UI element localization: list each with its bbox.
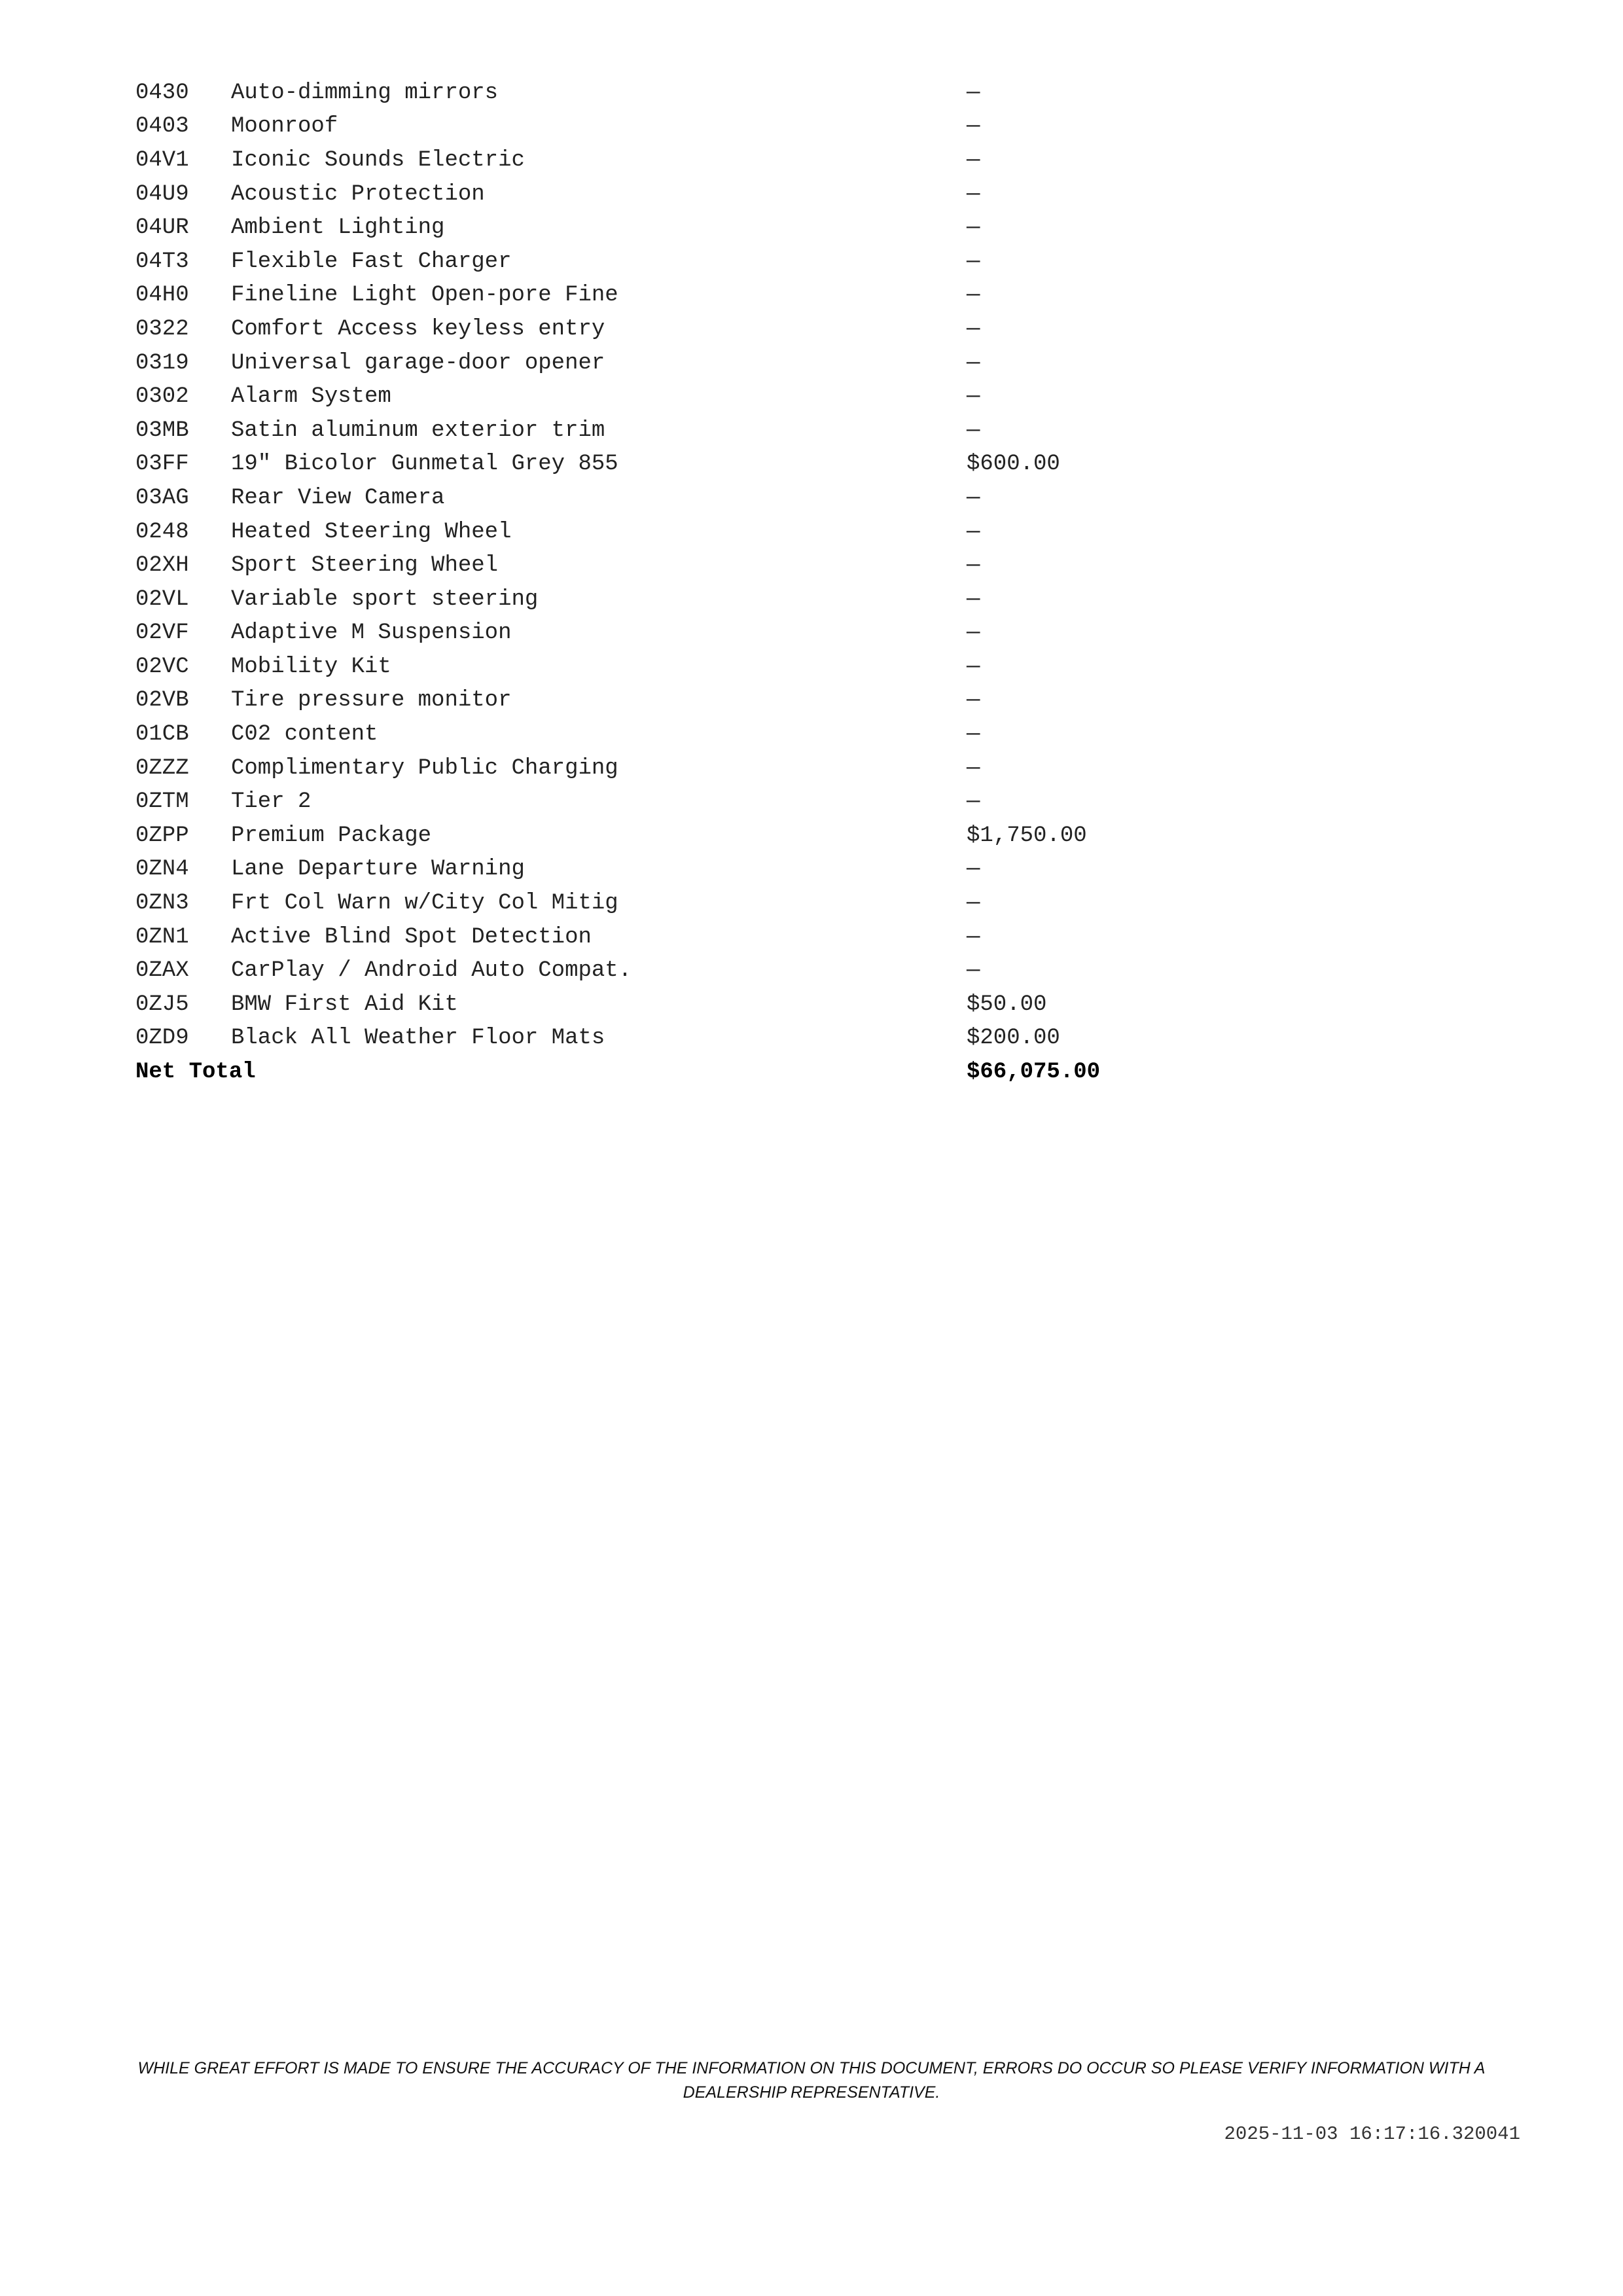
option-description: Mobility Kit <box>231 654 391 679</box>
option-code: 0322 <box>135 316 189 342</box>
option-price: — <box>967 283 980 308</box>
option-description: 19" Bicolor Gunmetal Grey 855 <box>231 452 618 477</box>
option-price: — <box>967 958 980 984</box>
option-row <box>135 448 1228 482</box>
option-code: 0ZD9 <box>135 1026 189 1051</box>
option-description: Frt Col Warn w/City Col Mitig <box>231 891 618 916</box>
option-description: Comfort Access keyless entry <box>231 316 605 342</box>
option-row <box>135 414 1228 448</box>
option-price: — <box>967 688 980 713</box>
net-total-value: $66,075.00 <box>967 1060 1101 1085</box>
option-row <box>135 920 1228 954</box>
option-row <box>135 143 1228 177</box>
option-price: $1,750.00 <box>967 823 1087 848</box>
option-description: Ambient Lighting <box>231 215 445 241</box>
option-description: C02 content <box>231 722 378 747</box>
option-row <box>135 684 1228 718</box>
option-row <box>135 954 1228 988</box>
option-description: Rear View Camera <box>231 485 445 511</box>
option-price: — <box>967 80 980 105</box>
option-code: 0302 <box>135 384 189 410</box>
option-code: 0ZZZ <box>135 755 189 781</box>
option-row <box>135 76 1228 110</box>
option-row <box>135 211 1228 245</box>
option-code: 0ZN1 <box>135 924 189 950</box>
option-price: — <box>967 586 980 612</box>
option-code: 02VL <box>135 586 189 612</box>
option-price: — <box>967 891 980 916</box>
option-price: — <box>967 384 980 410</box>
option-price: — <box>967 553 980 579</box>
option-description: Acoustic Protection <box>231 181 485 207</box>
option-code: 02XH <box>135 553 189 579</box>
option-description: Flexible Fast Charger <box>231 249 512 274</box>
option-row <box>135 481 1228 515</box>
option-description: Adaptive M Suspension <box>231 620 512 646</box>
option-code: 0248 <box>135 519 189 545</box>
option-code: 0403 <box>135 114 189 139</box>
option-row <box>135 617 1228 651</box>
option-row <box>135 819 1228 853</box>
option-row <box>135 853 1228 887</box>
disclaimer-text: WHILE GREAT EFFORT IS MADE TO ENSURE THE ACCURACY OF THE INFORMATION ON THIS DOCUMENT, ERRORS DO OCCUR SO PLEASE VERIFY INFORMATION WITH A DEALERSHIP REPRESENTATIVE. <box>137 2059 1486 2102</box>
option-code: 0319 <box>135 350 189 376</box>
option-code: 0ZTM <box>135 789 189 815</box>
option-code: 0ZPP <box>135 823 189 848</box>
option-price: — <box>967 249 980 274</box>
option-price: — <box>967 485 980 511</box>
option-price: — <box>967 316 980 342</box>
option-description: Satin aluminum exterior trim <box>231 418 605 443</box>
option-row <box>135 245 1228 279</box>
option-price: — <box>967 215 980 241</box>
option-price: — <box>967 350 980 376</box>
option-description: Complimentary Public Charging <box>231 755 618 781</box>
options-table <box>135 76 1228 1089</box>
option-description: Active Blind Spot Detection <box>231 924 592 950</box>
option-description: Lane Departure Warning <box>231 857 525 882</box>
option-code: 02VB <box>135 688 189 713</box>
option-description: Variable sport steering <box>231 586 539 612</box>
option-code: 02VF <box>135 620 189 646</box>
option-code: 01CB <box>135 722 189 747</box>
option-description: Tier 2 <box>231 789 312 815</box>
option-row <box>135 346 1228 380</box>
option-price: — <box>967 755 980 781</box>
option-description: Premium Package <box>231 823 432 848</box>
option-code: 04U9 <box>135 181 189 207</box>
option-row <box>135 988 1228 1022</box>
option-code: 0ZN3 <box>135 891 189 916</box>
option-price: — <box>967 147 980 173</box>
option-description: Heated Steering Wheel <box>231 519 512 545</box>
option-description: Fineline Light Open-pore Fine <box>231 283 618 308</box>
option-code: 03AG <box>135 485 189 511</box>
options-body <box>135 76 1228 1055</box>
option-row <box>135 650 1228 684</box>
option-row <box>135 177 1228 211</box>
option-row <box>135 1022 1228 1056</box>
option-row <box>135 548 1228 583</box>
option-price: $200.00 <box>967 1026 1060 1051</box>
option-code: 04V1 <box>135 147 189 173</box>
option-price: — <box>967 924 980 950</box>
option-price: $50.00 <box>967 992 1047 1017</box>
option-row <box>135 312 1228 346</box>
option-description: Auto-dimming mirrors <box>231 80 499 105</box>
option-description: Moonroof <box>231 114 338 139</box>
document-timestamp: 2025-11-03 16:17:16.320041 <box>1224 2123 1520 2145</box>
option-description: Black All Weather Floor Mats <box>231 1026 605 1051</box>
option-price: — <box>967 722 980 747</box>
option-code: 04T3 <box>135 249 189 274</box>
option-price: — <box>967 114 980 139</box>
option-price: — <box>967 418 980 443</box>
option-description: Sport Steering Wheel <box>231 553 499 579</box>
option-price: — <box>967 620 980 646</box>
option-description: CarPlay / Android Auto Compat. <box>231 958 632 984</box>
option-code: 02VC <box>135 654 189 679</box>
option-price: — <box>967 789 980 815</box>
option-row <box>135 583 1228 617</box>
option-row <box>135 886 1228 920</box>
option-row <box>135 785 1228 819</box>
option-description: Iconic Sounds Electric <box>231 147 525 173</box>
option-description: Universal garage-door opener <box>231 350 605 376</box>
net-total-label: Net Total <box>135 1060 256 1085</box>
option-row <box>135 380 1228 414</box>
option-description: Tire pressure monitor <box>231 688 512 713</box>
option-code: 0ZN4 <box>135 857 189 882</box>
option-code: 0430 <box>135 80 189 105</box>
option-row <box>135 110 1228 144</box>
net-total-row <box>135 1055 1228 1089</box>
option-price: $600.00 <box>967 452 1060 477</box>
option-price: — <box>967 181 980 207</box>
option-description: Alarm System <box>231 384 391 410</box>
option-row <box>135 515 1228 549</box>
option-code: 03MB <box>135 418 189 443</box>
option-code: 04H0 <box>135 283 189 308</box>
option-price: — <box>967 654 980 679</box>
option-code: 0ZAX <box>135 958 189 984</box>
option-code: 0ZJ5 <box>135 992 189 1017</box>
option-row <box>135 717 1228 751</box>
option-code: 03FF <box>135 452 189 477</box>
option-code: 04UR <box>135 215 189 241</box>
option-row <box>135 751 1228 785</box>
option-price: — <box>967 857 980 882</box>
option-price: — <box>967 519 980 545</box>
option-row <box>135 279 1228 313</box>
option-description: BMW First Aid Kit <box>231 992 458 1017</box>
